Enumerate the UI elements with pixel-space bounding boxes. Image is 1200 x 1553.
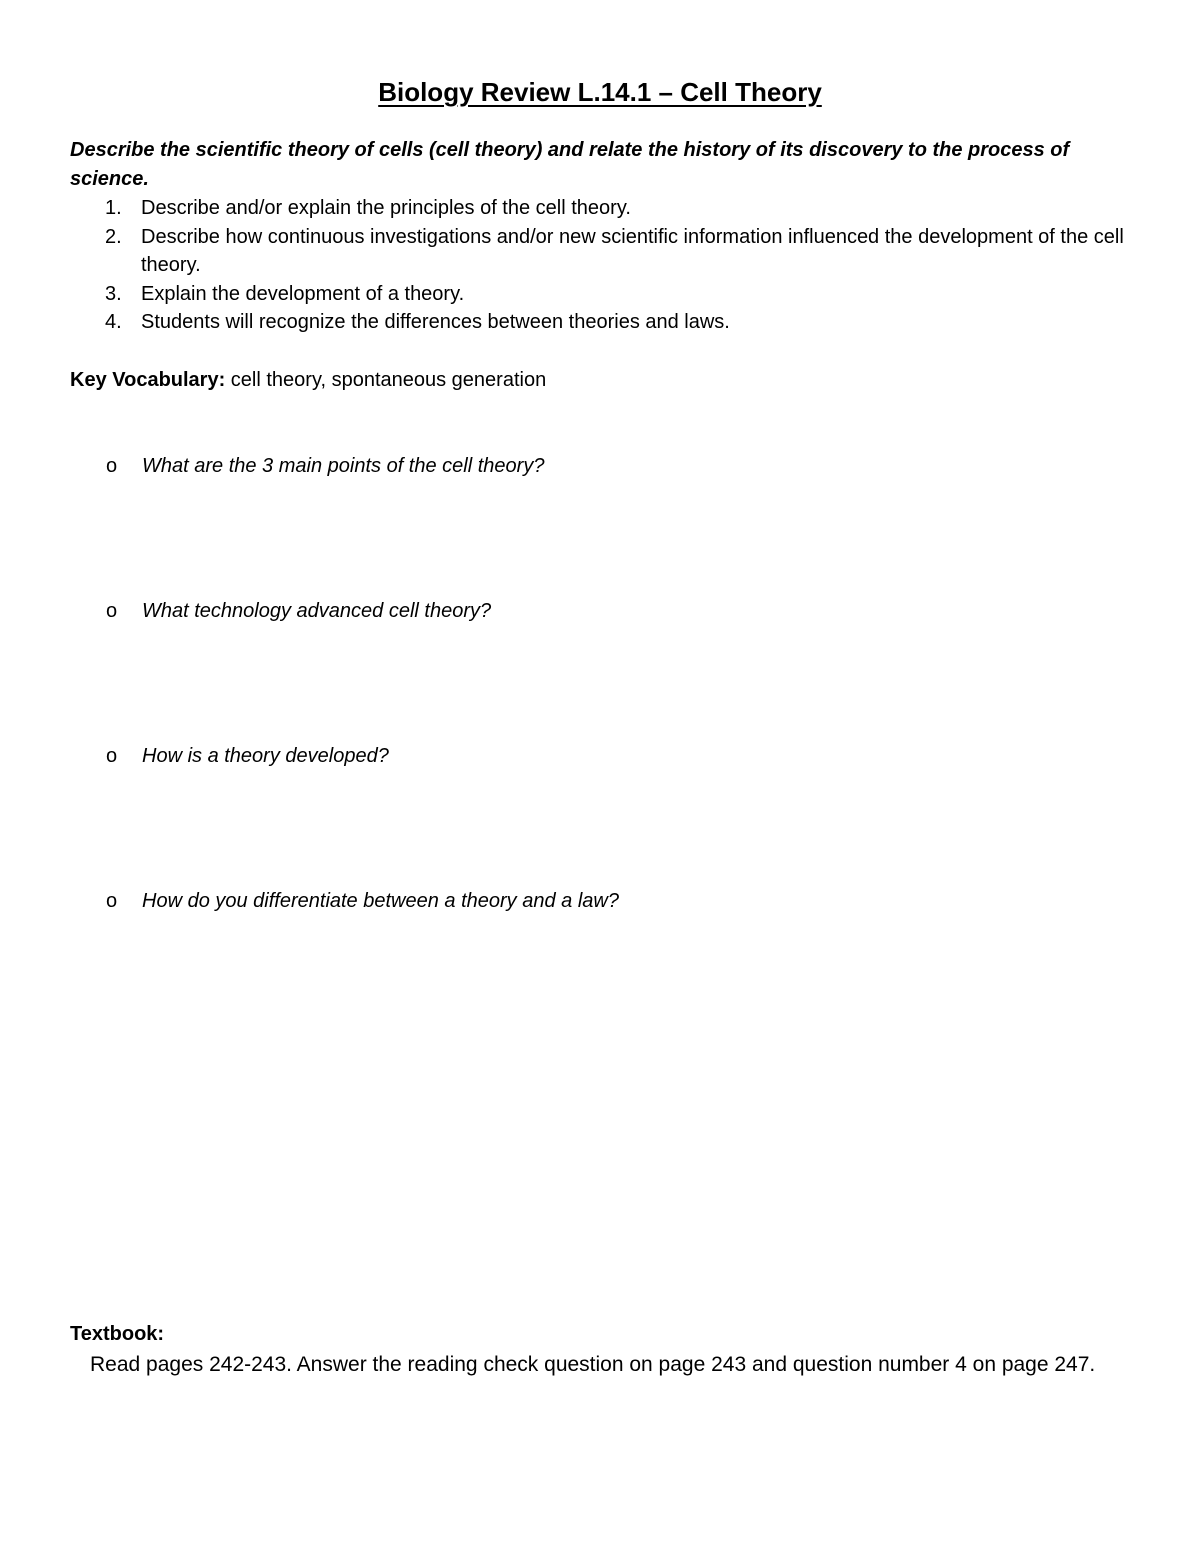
question-text: How do you differentiate between a theory and a law? bbox=[142, 890, 619, 912]
vocabulary-terms: cell theory, spontaneous generation bbox=[225, 369, 547, 391]
objective-item bbox=[70, 223, 1130, 280]
review-question bbox=[106, 597, 491, 625]
objective-text: Describe and/or explain the principles of the cell theory. bbox=[141, 197, 631, 219]
objective-text: Students will recognize the differences between theories and laws. bbox=[141, 311, 730, 333]
objective-number: 1. bbox=[105, 197, 122, 219]
key-vocabulary bbox=[70, 366, 546, 394]
textbook-label: Textbook: bbox=[70, 1323, 165, 1345]
question-text: What technology advanced cell theory? bbox=[142, 600, 492, 622]
review-question bbox=[106, 887, 619, 915]
page-title: Biology Review L.14.1 – Cell Theory bbox=[378, 77, 822, 107]
objective-text: Explain the development of a theory. bbox=[141, 282, 465, 305]
objective-item bbox=[70, 308, 1130, 337]
bullet-marker: o bbox=[106, 455, 118, 477]
review-question bbox=[106, 742, 389, 770]
bullet-marker: o bbox=[106, 600, 118, 622]
bullet-marker: o bbox=[106, 890, 118, 912]
question-text: What are the 3 main points of the cell theory? bbox=[142, 455, 545, 477]
objective-number: 3. bbox=[105, 282, 122, 305]
objective-text: Describe how continuous investigations and/or new scientific information influenced the development of the cell theory. bbox=[141, 225, 1124, 276]
textbook-assignment: Read pages 242-243. Answer the reading check question on page 243 and question number 4 on page 247. bbox=[90, 1353, 1096, 1376]
objective-number: 2. bbox=[105, 225, 122, 248]
vocabulary-label: Key Vocabulary: bbox=[70, 369, 226, 391]
review-question bbox=[106, 452, 544, 480]
objectives-list bbox=[70, 194, 1130, 337]
objective-item bbox=[70, 280, 1130, 309]
question-text: How is a theory developed? bbox=[142, 745, 389, 767]
objective-item bbox=[70, 194, 1130, 223]
objective-statement: Describe the scientific theory of cells (cell theory) and relate the history of its discovery to the process of science. bbox=[70, 139, 1070, 190]
objective-number: 4. bbox=[105, 311, 122, 333]
bullet-marker: o bbox=[106, 745, 118, 767]
